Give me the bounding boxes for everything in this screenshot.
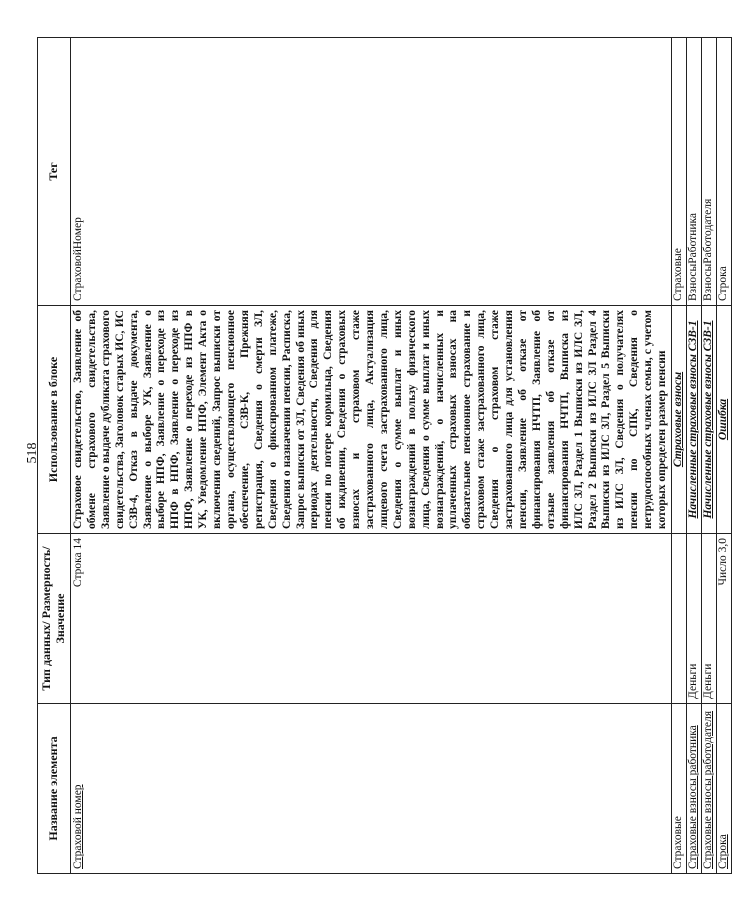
table-row (701, 38, 716, 874)
cell-tag: Строка (716, 38, 731, 306)
cell-usage: Страховое свидетельство, Заявление об обмене страхового свидетельства, Заявление о выдаче дубликата страхового свидетельства, Заголовок старых ИС, ИС СЗВ-4, Отказ в выдаче документа, Заявление о выборе УК, Заявление о выборе НПФ, Заявление о переходе из НПФ в НПФ, Заявление о переходе из НПФ, Заявление о переходе из НПФ в УК, Уведомление НПФ, Элемент Акта о включении сведений, Запрос выписки от органа, осуществляющего пенсионное обеспечение, СЗВ-К, Прежняя регистрация, Сведения о смерти ЗЛ, Сведения о фиксированном платеже, Сведения о назначении пенсии, Расписка, Запрос выписки от ЗЛ, Сведения об иных периодах деятельности, Сведения для пенсии по потере кормильца, Сведения об иждивении, Сведения о страховых взносах и страховом стаже застрахованного лица, Актуализация лицевого счета застрахованного лица, Сведения о сумме выплат и иных вознаграждений в пользу физического лица, Сведения о сумме выплат и иных вознаграждений, о начисленных и уплаченных страховых взносах на обязательное пенсионное страхование и страховом стаже застрахованного лица, Сведения о страховом стаже застрахованного лица для установления пенсии, Заявление об отказе от финансирования НЧТП, Заявление об отзыве заявления об отказе от финансирования НЧТП, Выписка из ИЛС ЗЛ, Раздел 1 Выписки из ИЛС ЗЛ, Раздел 2 Выписки из ИЛС ЗЛ Раздел 4 Выписки из ИЛС ЗЛ, Раздел 5 Выписки из ИЛС ЗЛ, Сведения о получателях пенсии по СПК, Сведения о нетрудоспособных членах семьи, с учетом которых определен размер пенсии (71, 306, 672, 534)
cell-name: Страховой номер (71, 704, 672, 874)
table-row (686, 38, 701, 874)
cell-usage: Ошибка (716, 306, 731, 534)
header-tag: Тег (38, 38, 71, 306)
cell-name: Строка (716, 704, 731, 874)
header-usage: Использование в блоке (38, 306, 71, 534)
cell-tag: ВзносыРаботодателя (701, 38, 716, 306)
header-name: Название элемента (38, 704, 71, 874)
table-row (716, 38, 731, 874)
cell-type: Строка 14 (71, 534, 672, 704)
cell-usage: Страховые взносы (671, 306, 686, 534)
cell-usage: Начисленные страховые взносы СЗВ-1 (686, 306, 701, 534)
cell-tag: СтраховойНомер (71, 38, 672, 306)
cell-type (671, 534, 686, 704)
cell-name: Страховые взносы работника (686, 704, 701, 874)
rotated-page (37, 38, 729, 874)
cell-type: Деньги (686, 534, 701, 704)
cell-type: Деньги (701, 534, 716, 704)
elements-table (37, 37, 732, 874)
table-row (71, 38, 672, 874)
cell-tag: Страховые (671, 38, 686, 306)
table-row (671, 38, 686, 874)
page-number: 518 (25, 442, 40, 464)
cell-type: Число 3,0 (716, 534, 731, 704)
header-row (38, 38, 71, 874)
cell-name: Страховые взносы работодателя (701, 704, 716, 874)
header-type: Тип данных/ Размерность/ Значение (38, 534, 71, 704)
cell-name: Страховые (671, 704, 686, 874)
cell-usage: Начисленные страховые взносы СЗВ-1 (701, 306, 716, 534)
cell-tag: ВзносыРаботника (686, 38, 701, 306)
